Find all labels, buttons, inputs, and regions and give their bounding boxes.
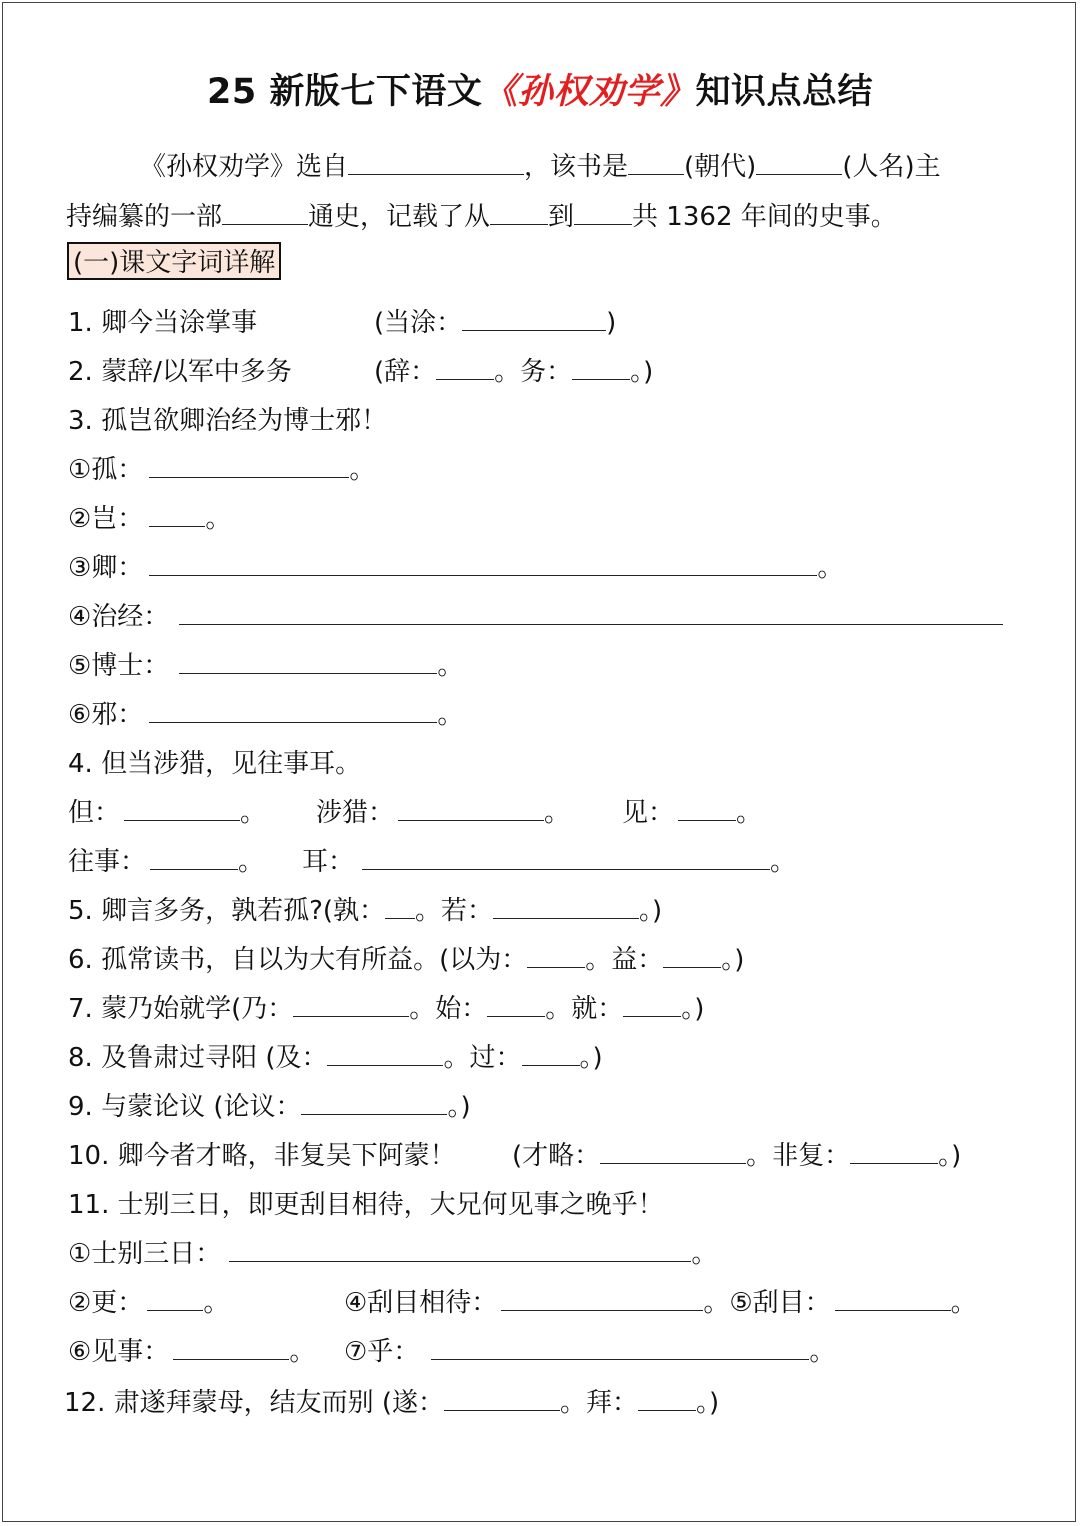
title-highlight: 《孙权劝学》 <box>482 72 696 112</box>
note-label: 。若： <box>415 896 494 926</box>
sub-label: ②岂： <box>68 504 144 534</box>
note-end: 。) <box>696 1388 720 1418</box>
question-4-a <box>68 796 266 830</box>
question-3-5 <box>68 649 463 683</box>
period: 。 <box>736 798 763 828</box>
answer-blank[interactable] <box>850 1139 938 1164</box>
note-label: 。始： <box>409 994 488 1024</box>
note-end: 。) <box>938 1141 962 1171</box>
sub-label: ①孤： <box>68 455 144 485</box>
answer-blank[interactable] <box>293 992 409 1017</box>
note-end: 。) <box>579 1043 603 1073</box>
question-1-note <box>374 306 616 340</box>
answer-blank[interactable] <box>385 894 415 919</box>
question-text: 11. 士别三日，即更刮目相待，大兄何见事之晚乎！ <box>68 1190 664 1220</box>
question-2 <box>68 355 292 389</box>
title-suffix: 知识点总结 <box>695 72 873 112</box>
sub-label: ①士别三日： <box>68 1239 222 1269</box>
answer-blank[interactable] <box>501 1286 703 1311</box>
question-3-4 <box>68 600 1003 634</box>
question-11 <box>68 1188 664 1222</box>
period: 。 <box>240 798 267 828</box>
note-end: ) <box>606 308 617 338</box>
title-prefix: 25 新版七下语文 <box>207 72 483 112</box>
period: 。 <box>437 651 464 681</box>
question-text: 9. 与蒙论议 (论议： <box>68 1092 302 1122</box>
sub-label: 见： <box>622 798 675 828</box>
question-10-note <box>512 1139 961 1173</box>
period: 。 <box>770 847 797 877</box>
question-8 <box>68 1041 603 1075</box>
answer-blank[interactable] <box>490 200 548 225</box>
question-4-a2 <box>316 796 570 830</box>
question-12 <box>64 1386 719 1420</box>
question-text: 10. 卿今者才略，非复吴下阿蒙！ <box>68 1141 456 1171</box>
intro-text: 共 1362 年间的史事。 <box>632 202 897 232</box>
question-3 <box>68 404 387 438</box>
sub-label: ⑥邪： <box>68 700 144 730</box>
period: 。 <box>238 847 265 877</box>
answer-blank[interactable] <box>149 502 205 527</box>
sub-label: 涉猎： <box>316 798 395 828</box>
question-text: 2. 蒙辞/以军中多务 <box>68 357 292 387</box>
question-11-4 <box>344 1286 977 1320</box>
answer-blank[interactable] <box>179 649 437 674</box>
answer-blank[interactable] <box>348 150 524 175</box>
sub-label: ⑤博士： <box>68 651 170 681</box>
note-end: 。) <box>721 945 745 975</box>
question-2-note <box>374 355 653 389</box>
sub-label: 但： <box>68 798 121 828</box>
answer-blank[interactable] <box>149 698 437 723</box>
sub-label: 往事： <box>68 847 147 877</box>
intro-text: (人名)主 <box>842 152 941 182</box>
question-1 <box>68 306 257 340</box>
answer-blank[interactable] <box>572 355 630 380</box>
note-label: (当涂： <box>374 308 463 338</box>
question-11-6 <box>68 1335 315 1369</box>
intro-line-2 <box>66 196 897 233</box>
question-11-1 <box>68 1237 717 1271</box>
question-text: 7. 蒙乃始就学(乃： <box>68 994 294 1024</box>
intro-line-1 <box>140 146 941 183</box>
period: 。 <box>544 798 571 828</box>
period: 。 <box>817 553 844 583</box>
note-label: 。拜： <box>560 1388 639 1418</box>
period: 。 <box>691 1239 718 1269</box>
sub-label: ③卿： <box>68 553 144 583</box>
question-text: 5. 卿言多务，孰若孤?(孰： <box>68 896 386 926</box>
answer-blank[interactable] <box>327 1041 443 1066</box>
answer-blank[interactable] <box>638 1386 696 1411</box>
note-label: 。过： <box>443 1043 522 1073</box>
question-4-a3 <box>622 796 762 830</box>
sub-label: ②更： <box>68 1288 144 1318</box>
note-label: 。益： <box>585 945 664 975</box>
answer-blank[interactable] <box>663 943 721 968</box>
answer-blank[interactable] <box>362 845 770 870</box>
period: 。 <box>289 1337 316 1367</box>
note-end: 。) <box>447 1092 471 1122</box>
note-end: 。) <box>681 994 705 1024</box>
question-6 <box>68 943 744 977</box>
question-3-3 <box>68 551 843 585</box>
answer-blank[interactable] <box>835 1286 951 1311</box>
intro-text: 持编纂的一部 <box>66 202 223 232</box>
intro-text: 《孙权劝学》选自 <box>140 152 349 182</box>
answer-blank[interactable] <box>398 796 544 821</box>
page-title <box>0 64 1080 114</box>
question-3-2 <box>68 502 231 536</box>
answer-blank[interactable] <box>756 150 842 175</box>
question-text: 6. 孤常读书，自以为大有所益。(以为： <box>68 945 528 975</box>
question-11-2 <box>68 1286 229 1320</box>
note-label: 。就： <box>545 994 624 1024</box>
question-3-6 <box>68 698 463 732</box>
intro-text: ，该书是 <box>524 152 629 182</box>
sub-label: ⑥见事： <box>68 1337 170 1367</box>
question-4-b <box>68 845 264 879</box>
period: 。 <box>950 1288 977 1318</box>
answer-blank[interactable] <box>436 355 494 380</box>
answer-blank[interactable] <box>522 1041 580 1066</box>
answer-blank[interactable] <box>147 1286 203 1311</box>
sub-label: ④刮目相待： <box>344 1288 498 1318</box>
answer-blank[interactable] <box>493 894 639 919</box>
answer-blank[interactable] <box>431 1335 809 1360</box>
note-label: (辞： <box>374 357 437 387</box>
sub-label: 。⑤刮目： <box>703 1288 831 1318</box>
answer-blank[interactable] <box>124 796 240 821</box>
answer-blank[interactable] <box>462 306 606 331</box>
intro-text: (朝代) <box>684 152 757 182</box>
intro-text: 到 <box>548 202 575 232</box>
note-label: 。务： <box>494 357 573 387</box>
answer-blank[interactable] <box>444 1386 560 1411</box>
note-label: (才略： <box>512 1141 601 1171</box>
period: 。 <box>437 700 464 730</box>
answer-blank[interactable] <box>173 1335 289 1360</box>
question-7 <box>68 992 704 1026</box>
intro-text: 通史，记载了从 <box>308 202 491 232</box>
question-11-7 <box>344 1335 835 1369</box>
answer-blank[interactable] <box>600 1139 746 1164</box>
question-text: 1. 卿今当涂掌事 <box>68 308 258 338</box>
answer-blank[interactable] <box>628 150 684 175</box>
question-10 <box>68 1139 456 1173</box>
period: 。 <box>809 1337 836 1367</box>
question-4-b2 <box>302 845 796 879</box>
answer-blank[interactable] <box>527 943 585 968</box>
answer-blank[interactable] <box>149 453 349 478</box>
answer-blank[interactable] <box>623 992 681 1017</box>
answer-blank[interactable] <box>301 1090 447 1115</box>
note-label: 。非复： <box>746 1141 851 1171</box>
answer-blank[interactable] <box>150 845 238 870</box>
answer-blank[interactable] <box>678 796 736 821</box>
question-3-1 <box>68 453 375 487</box>
period: 。 <box>349 455 376 485</box>
question-text: 3. 孤岂欲卿治经为博士邪！ <box>68 406 388 436</box>
period: 。 <box>203 1288 230 1318</box>
question-text: 4. 但当涉猎，见往事耳。 <box>68 749 362 779</box>
section-heading: (一)课文字词详解 <box>67 242 281 280</box>
period: 。 <box>205 504 232 534</box>
question-5 <box>68 894 662 928</box>
sub-label: ④治经： <box>68 602 170 632</box>
answer-blank[interactable] <box>179 600 1003 625</box>
note-end: 。) <box>630 357 654 387</box>
question-text: 12. 肃遂拜蒙母，结友而别 (遂： <box>64 1388 445 1418</box>
answer-blank[interactable] <box>574 200 632 225</box>
question-text: 8. 及鲁肃过寻阳 (及： <box>68 1043 328 1073</box>
answer-blank[interactable] <box>229 1237 691 1262</box>
note-end: 。) <box>639 896 663 926</box>
answer-blank[interactable] <box>222 200 308 225</box>
question-4 <box>68 747 361 781</box>
sub-label: ⑦乎： <box>344 1337 420 1367</box>
sub-label: 耳： <box>302 847 355 877</box>
answer-blank[interactable] <box>487 992 545 1017</box>
answer-blank[interactable] <box>149 551 817 576</box>
question-9 <box>68 1090 471 1124</box>
